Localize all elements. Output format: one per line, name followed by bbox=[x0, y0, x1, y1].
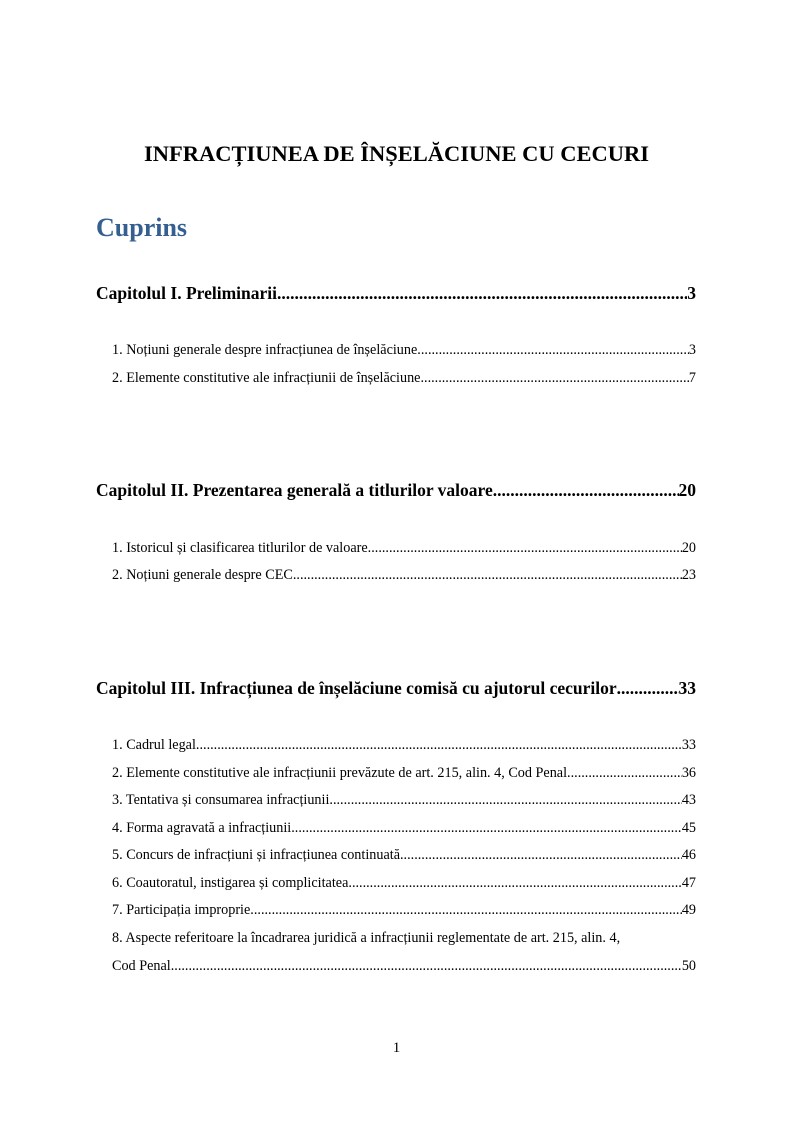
toc-leader-dots bbox=[291, 819, 682, 837]
toc-item[interactable] bbox=[112, 957, 696, 975]
toc-item-label-continued: Cod Penal bbox=[112, 958, 171, 974]
toc-item[interactable] bbox=[112, 566, 696, 584]
toc-item[interactable] bbox=[112, 764, 696, 782]
toc-page-number: 23 bbox=[681, 567, 696, 583]
toc-page-number: 43 bbox=[681, 792, 696, 808]
toc-page-number: 3 bbox=[687, 283, 696, 303]
toc-item-label: 1. Istoricul și clasificarea titlurilor de valoare bbox=[112, 540, 368, 556]
toc-leader-dots bbox=[493, 479, 679, 501]
toc-item-wrapped-line[interactable] bbox=[112, 929, 696, 947]
toc-item-label: 8. Aspecte referitoare la încadrarea juridică a infracțiunii reglementate de art. 215, alin. 4, bbox=[112, 930, 621, 946]
toc-item[interactable] bbox=[112, 791, 696, 809]
toc-item[interactable] bbox=[112, 736, 696, 754]
toc-leader-dots bbox=[420, 369, 688, 387]
toc-chapter-label: Capitolul I. Preliminarii bbox=[96, 283, 277, 303]
toc-item-label: 5. Concurs de infracțiuni și infracțiunea continuată bbox=[112, 847, 400, 863]
toc-chapter-2[interactable] bbox=[96, 479, 696, 501]
toc-leader-dots bbox=[368, 539, 682, 557]
toc-leader-dots bbox=[277, 282, 687, 304]
toc-item-label: 1. Cadrul legal bbox=[112, 737, 196, 753]
toc-item[interactable] bbox=[112, 819, 696, 837]
toc-page-number: 33 bbox=[678, 678, 696, 698]
toc-leader-dots bbox=[617, 677, 679, 699]
toc-heading: Cuprins bbox=[96, 213, 188, 242]
toc-page-number: 46 bbox=[681, 847, 696, 863]
toc-page-number: 7 bbox=[688, 370, 696, 386]
toc-leader-dots bbox=[567, 764, 682, 782]
toc-item-label: 2. Noțiuni generale despre CEC bbox=[112, 567, 293, 583]
toc-item[interactable] bbox=[112, 341, 696, 359]
toc-item-label: 2. Elemente constitutive ale infracțiunii de înșelăciune bbox=[112, 370, 421, 386]
toc-item-label: 3. Tentativa și consumarea infracțiunii bbox=[112, 792, 330, 808]
toc-leader-dots bbox=[417, 341, 689, 359]
toc-chapter-3[interactable] bbox=[96, 677, 696, 699]
toc-page-number: 50 bbox=[681, 958, 696, 974]
document-title: INFRACȚIUNEA DE ÎNȘELĂCIUNE CU CECURI bbox=[143, 141, 650, 166]
toc-item[interactable] bbox=[112, 369, 696, 387]
toc-chapter-1[interactable] bbox=[96, 282, 696, 304]
toc-item-label: 6. Coautoratul, instigarea și complicitatea bbox=[112, 875, 349, 891]
toc-page-number: 3 bbox=[688, 342, 696, 358]
toc-leader-dots bbox=[293, 566, 682, 584]
toc-page-number: 47 bbox=[681, 875, 696, 891]
toc-item[interactable] bbox=[112, 874, 696, 892]
toc-page-number: 33 bbox=[681, 737, 696, 753]
toc-leader-dots bbox=[329, 791, 681, 809]
toc-item[interactable] bbox=[112, 901, 696, 919]
toc-item[interactable] bbox=[112, 846, 696, 864]
toc-page-number: 20 bbox=[678, 480, 696, 500]
toc-page-number: 20 bbox=[681, 540, 696, 556]
toc-page-number: 49 bbox=[681, 902, 696, 918]
toc-leader-dots bbox=[171, 957, 682, 975]
toc-item-label: 1. Noțiuni generale despre infracțiunea de înșelăciune bbox=[112, 342, 418, 358]
toc-leader-dots bbox=[196, 736, 682, 754]
toc-leader-dots bbox=[400, 846, 682, 864]
toc-item-label: 2. Elemente constitutive ale infracțiunii prevăzute de art. 215, alin. 4, Cod Penal bbox=[112, 765, 568, 781]
toc-leader-dots bbox=[250, 901, 682, 919]
toc-item-label: 4. Forma agravată a infracțiunii bbox=[112, 820, 292, 836]
toc-item-label: 7. Participația improprie bbox=[112, 902, 251, 918]
toc-chapter-label: Capitolul II. Prezentarea generală a titlurilor valoare bbox=[96, 480, 493, 500]
toc-item[interactable] bbox=[112, 539, 696, 557]
toc-page-number: 45 bbox=[681, 820, 696, 836]
page-number: 1 bbox=[392, 1040, 401, 1056]
toc-leader-dots bbox=[348, 874, 681, 892]
toc-chapter-label: Capitolul III. Infracțiunea de înșelăciune comisă cu ajutorul cecurilor bbox=[96, 678, 617, 698]
toc-page-number: 36 bbox=[681, 765, 696, 781]
